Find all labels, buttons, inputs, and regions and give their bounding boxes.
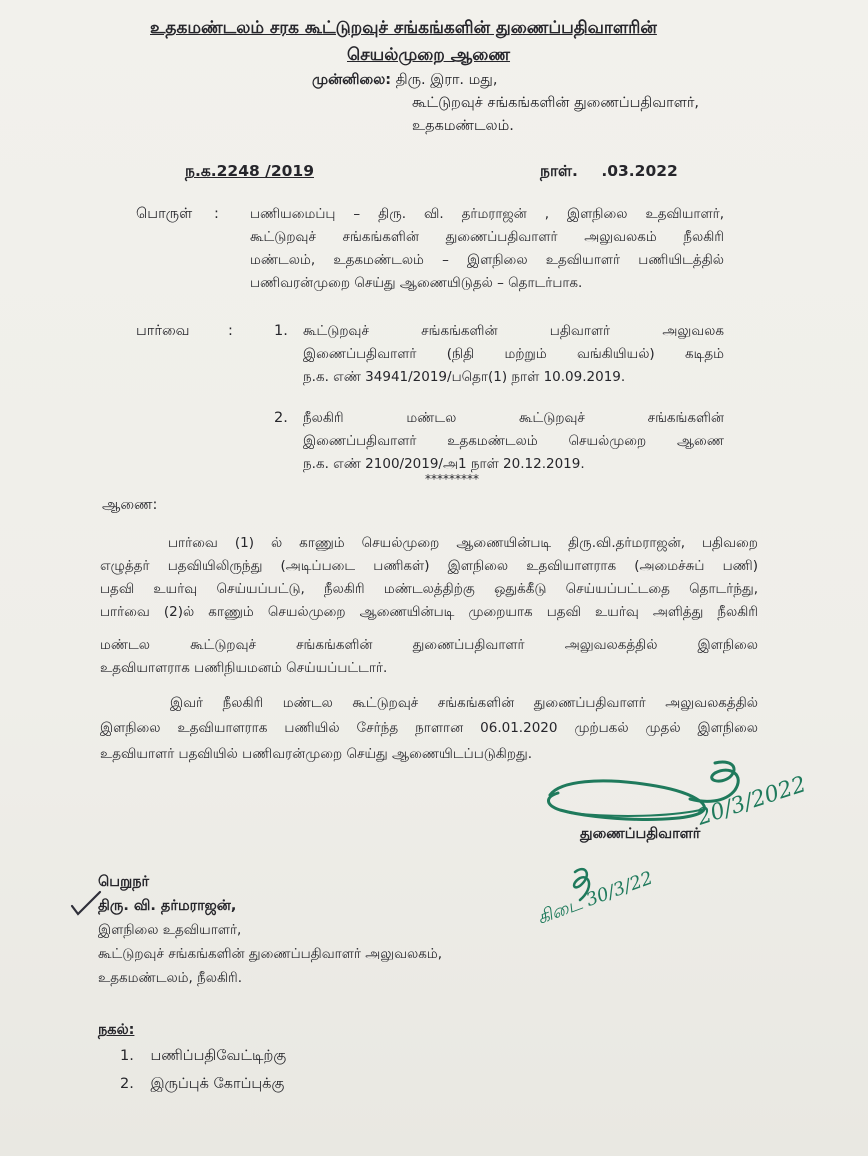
- title-line-1: உதகமண்டலம் சரக கூட்டுறவுச் சங்கங்களின் துணைப்பதிவாளரின்: [150, 18, 657, 38]
- recipient-label: பெறுநர்: [98, 874, 150, 890]
- signature-date: 20/3/2022: [694, 772, 810, 831]
- reference-item-line: நீலகிரி மண்டல கூட்டுறவுச் சங்கங்களின்: [303, 410, 724, 426]
- signature-mark: [540, 755, 840, 835]
- order-label: ஆணை:: [102, 497, 158, 513]
- date-value: .03.2022: [601, 162, 678, 180]
- subject-label: பொருள்: [136, 206, 193, 222]
- receipt-note-mark: [530, 862, 690, 942]
- separator-stars: *********: [425, 472, 479, 486]
- recipient-line: இளநிலை உதவியாளர்,: [98, 922, 242, 938]
- subject-line: கூட்டுறவுச் சங்கங்களின் துணைப்பதிவாளர் அலுவலகம் நீலகிரி: [250, 229, 724, 245]
- order-para1-line: உதவியாளராக பணிநியமனம் செய்யப்பட்டார்.: [100, 660, 388, 676]
- subject-colon: :: [214, 206, 219, 222]
- subject-line: பணியமைப்பு – திரு. வி. தர்மராஜன் , இளநிலை உதவியாளர்,: [250, 206, 724, 222]
- order-para1-line: பார்வை (1) ல் காணும் செயல்முறை ஆணையின்படி திரு.வி.தர்மராஜன், பதிவறை: [168, 535, 758, 551]
- reference-item-number: 1.: [274, 323, 288, 339]
- reference-item-line: ந.க. எண் 34941/2019/பதொ(1) நாள் 10.09.2019.: [303, 369, 626, 385]
- copy-item-number: 1.: [120, 1048, 134, 1064]
- presence-row: [312, 72, 497, 90]
- subject-line: மண்டலம், உதகமண்டலம் – இளநிலை உதவியாளர் பணியிடத்தில்: [250, 252, 724, 268]
- presence-place: உதகமண்டலம்.: [412, 118, 514, 134]
- presence-designation: கூட்டுறவுச் சங்கங்களின் துணைப்பதிவாளர்,: [412, 95, 700, 111]
- recipient-name: திரு. வி. தர்மராஜன்,: [98, 898, 237, 914]
- order-para1-line: மண்டல கூட்டுறவுச் சங்கங்களின் துணைப்பதிவாளர் அலுவலகத்தில் இளநிலை: [100, 637, 758, 653]
- title-line-2: செயல்முறை ஆணை: [347, 45, 511, 65]
- order-para1-line: பதவி உயர்வு செய்யப்பட்டு, நீலகிரி மண்டலத்திற்கு ஒதுக்கீடு செய்யப்பட்டதை தொடர்ந்து,: [100, 581, 758, 597]
- presence-label: முன்னிலை:: [312, 72, 392, 88]
- presence-name: திரு. இரா. மது,: [395, 72, 498, 88]
- reference-item-line: இணைப்பதிவாளர் உதகமண்டலம் செயல்முறை ஆணை: [303, 433, 724, 449]
- receipt-note-text: கிடை 30/3/22: [534, 867, 656, 929]
- copy-item-text: இருப்புக் கோப்புக்கு: [150, 1076, 285, 1092]
- order-para1-line: எழுத்தர் பதவியிலிருந்து (அடிப்படை பணிகள்) இளநிலை உதவியாளராக (அமைச்சுப் பணி): [100, 558, 758, 574]
- copy-item-text: பணிப்பதிவேட்டிற்கு: [150, 1048, 287, 1064]
- recipient-line: கூட்டுறவுச் சங்கங்களின் துணைப்பதிவாளர் அலுவலகம்,: [98, 946, 443, 962]
- copy-item-number: 2.: [120, 1076, 134, 1092]
- reference-number: ந.க.2248 /2019: [185, 162, 314, 180]
- reference-date: [540, 162, 678, 182]
- order-para2-line: இவர் நீலகிரி மண்டல கூட்டுறவுச் சங்கங்களின் துணைப்பதிவாளர் அலுவலகத்தில்: [170, 695, 758, 711]
- reference-item-line: கூட்டுறவுச் சங்கங்களின் பதிவாளர் அலுவலக: [303, 323, 724, 339]
- order-para1-line: பார்வை (2)ல் காணும் செயல்முறை ஆணையின்படி முறையாக பதவி உயர்வு அளித்து நீலகிரி: [100, 604, 758, 620]
- signatory-designation: துணைப்பதிவாளர்: [580, 826, 701, 842]
- order-para2-line: இளநிலை உதவியாளராக பணியில் சேர்ந்த நாளான 06.01.2020 முற்பகல் முதல் இளநிலை: [100, 720, 758, 736]
- copies-label: நகல்:: [98, 1022, 135, 1038]
- reference-item-line: ந.க. எண் 2100/2019/அ1 நாள் 20.12.2019.: [303, 456, 585, 472]
- reference-item-line: இணைப்பதிவாளர் (நிதி மற்றும் வங்கியியல்) கடிதம்: [303, 346, 724, 362]
- recipient-line: உதகமண்டலம், நீலகிரி.: [98, 970, 243, 986]
- copy-item: [120, 1076, 284, 1094]
- references-label: பார்வை: [136, 323, 190, 339]
- order-para2-line: உதவியாளர் பதவியில் பணிவரன்முறை செய்து ஆணையிடப்படுகிறது.: [100, 746, 533, 762]
- reference-item-number: 2.: [274, 410, 288, 426]
- date-label: நாள்.: [540, 162, 578, 180]
- subject-line: பணிவரன்முறை செய்து ஆணையிடுதல் – தொடர்பாக.: [250, 275, 583, 291]
- references-colon: :: [228, 323, 233, 339]
- copy-item: [120, 1048, 286, 1066]
